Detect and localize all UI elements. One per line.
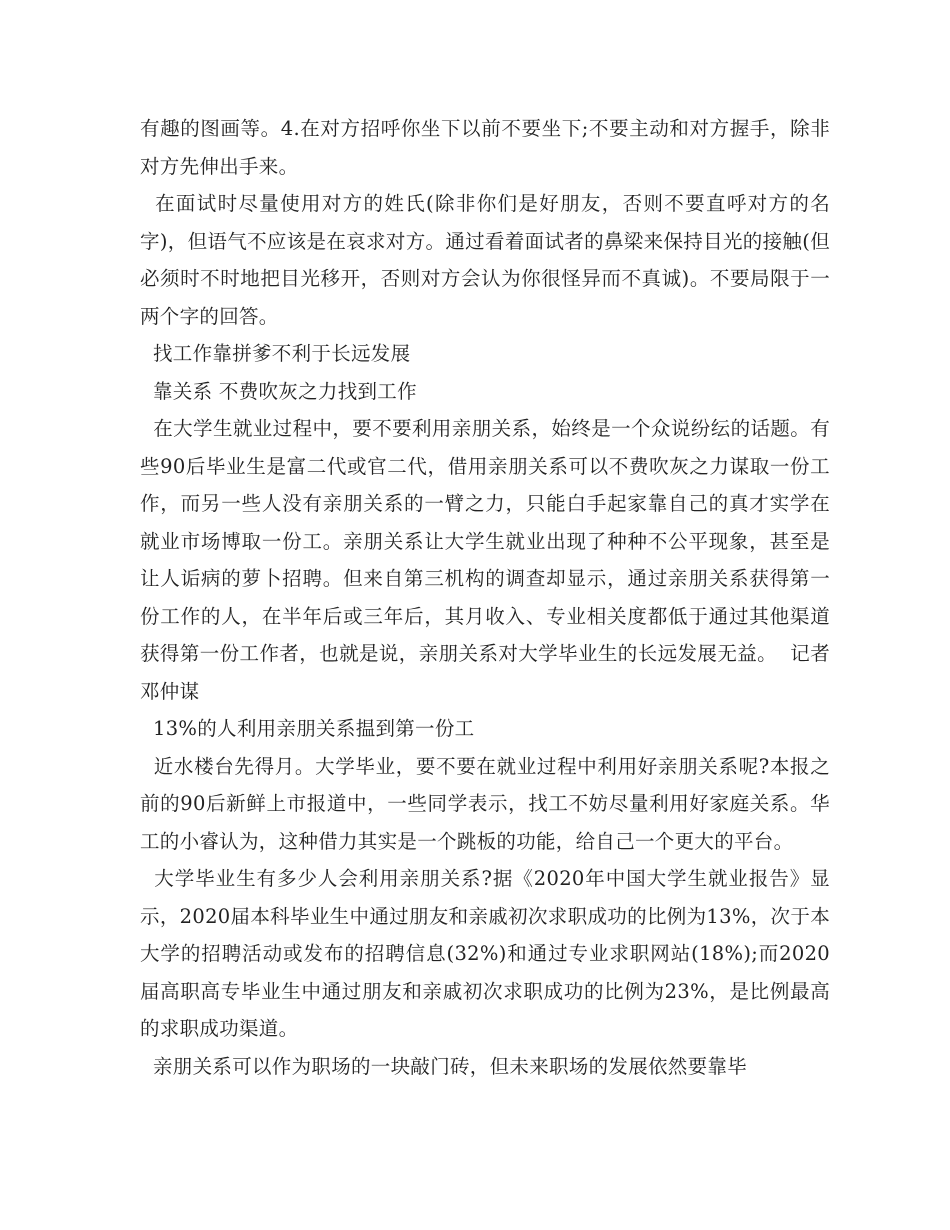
paragraph-stepping-stone: 亲朋关系可以作为职场的一块敲门砖，但未来职场的发展依然要靠毕 [140,1054,748,1078]
document-body [140,110,830,1085]
paragraph-etiquette-tips: 有趣的图画等。4.在对方招呼你坐下以前不要坐下;不要主动和对方握手，除非对方先伸出手来。 [140,117,830,178]
paragraph-student-opinions: 近水楼台先得月。大学毕业，要不要在就业过程中利用好亲朋关系呢?本报之前的90后新鲜上市报道中，一些同学表示，找工不妨尽量利用好家庭关系。华工的小睿认为，这种借力其实是一个跳板的功能，给自己一个更大的平台。 [140,754,830,853]
heading-thirteen-percent: 13%的人利用亲朋关系揾到第一份工 [140,717,475,740]
heading-easy-job: 靠关系 不费吹灰之力找到工作 [140,379,417,403]
paragraph-interview-address: 在面试时尽量使用对方的姓氏(除非你们是好朋友，否则不要直呼对方的名字)，但语气不应该是在哀求对方。通过看着面试者的鼻梁来保持目光的接触(但必须时不时地把目光移开，否则对方会认为你很怪异而不真诚)。不要局限于一两个字的回答。 [140,192,830,328]
paragraph-connections-debate: 在大学生就业过程中，要不要利用亲朋关系，始终是一个众说纷纭的话题。有些90后毕业生是富二代或官二代，借用亲朋关系可以不费吹灰之力谋取一份工作，而另一些人没有亲朋关系的一臂之力，只能白手起家靠自己的真才实学在就业市场博取一份工。亲朋关系让大学生就业出现了种种不公平现象，甚至是让人诟病的萝卜招聘。但来自第三机构的调查却显示，通过亲朋关系获得第一份工作的人，在半年后或三年后，其月收入、专业相关度都低于通过其他渠道获得第一份工作者，也就是说，亲朋关系对大学毕业生的长远发展无益。 记者邓仲谋 [140,417,830,703]
paragraph-employment-report: 大学毕业生有多少人会利用亲朋关系?据《2020年中国大学生就业报告》显示，2020届本科毕业生中通过朋友和亲戚初次求职成功的比例为13%，次于本大学的招聘活动或发布的招聘信息(32%)和通过专业求职网站(18%);而2020届高职高专毕业生中通过朋友和亲戚初次求职成功的比例为23%，是比例最高的求职成功渠道。 [140,867,830,1040]
heading-connections-long-term: 找工作靠拼爹不利于长远发展 [140,342,411,365]
